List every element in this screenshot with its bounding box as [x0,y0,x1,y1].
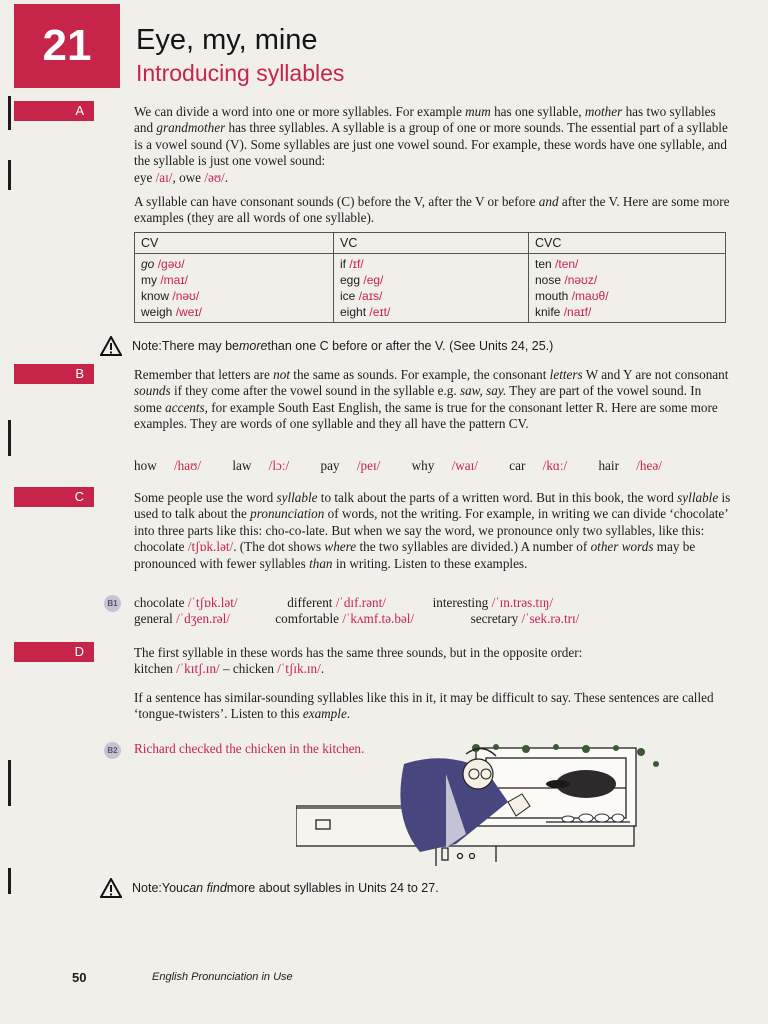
warning-icon [100,336,122,356]
phonetic-transcription: /ˈtʃɪk.ɪn/ [277,661,321,677]
audio-track-b1 [104,594,121,612]
text: has three syllables. A syllable is a group of one or more sounds. The essential part of a syllable is a vowel sound (V). Some syllables are just one vowel sound. For example, these words have one syllable, and the syllable is just one vowel sound: [134,120,728,169]
phonetic-transcription: /tʃɒk.lət/ [187,539,234,555]
text: The first syllable in these words has the same three sounds, but in the opposite order: [134,645,583,660]
text: There may be [161,339,240,353]
section-a-paragraph-2 [134,194,732,227]
word: different [287,595,333,610]
example-entry [320,458,394,473]
phonetic-transcription: /ˈkɪtʃ.ɪn/ [176,661,220,677]
column-header-cv: CV [135,233,334,254]
phonetic-transcription: /əʊ/ [204,169,225,185]
phonetic-transcription: /nəʊ/ [172,289,200,303]
word: secretary [470,611,519,627]
word: nose [535,273,562,287]
page-title: Eye, my, mine [136,24,318,56]
phonetic-transcription: /ten/ [555,257,579,271]
text: . (The dot shows [233,539,325,555]
emphasis: saw, say. [459,383,507,399]
page-subtitle: Introducing syllables [136,60,345,86]
emphasis: and [538,194,559,209]
section-tab-c: C [14,487,94,507]
example-entry [232,458,303,473]
section-d-paragraph-1 [134,645,732,678]
table-entry [340,304,522,320]
example-entry [471,611,580,626]
text: , [172,169,180,185]
word: chocolate [134,595,185,610]
word: egg [340,273,361,287]
table-entry [141,256,327,272]
cv-example-words [134,458,732,474]
syllable-pattern-table [134,232,726,323]
section-c-paragraph [134,490,732,572]
word: if [340,257,346,271]
table-entry [340,256,522,272]
phonetic-transcription: /ˈdʒen.rəl/ [176,611,230,627]
word: general [134,611,173,627]
table-entry [535,288,719,304]
text: W and Y are not consonant [582,367,729,382]
text: is used to talk about the [134,490,731,522]
text: of words, not the writing. For example, in writing we can divide ‘chocolate’ into three parts like this: cho-co-late. But when we say the word, we pronounce only two syllables, like this: chocolate [134,506,728,555]
word: knife [535,305,561,319]
cvc-cell [529,254,726,323]
phonetic-transcription: /naɪf/ [563,305,592,319]
example-entry [509,458,581,473]
example-word: owe [179,169,202,185]
text: has two syllables and [134,104,716,136]
text: . [346,706,351,722]
book-title: English Pronunciation in Use [152,971,293,983]
page-number: 50 [72,970,87,985]
phonetic-transcription: /kɑː/ [542,458,568,473]
word: how [134,458,157,473]
text: A syllable can have consonant sounds (C) before the V, after the V or before [134,194,539,209]
table-entry [141,304,327,320]
example-entry [287,595,429,611]
section-a-paragraph-1 [134,104,732,186]
emphasis: more [239,339,268,353]
table-entry [141,288,327,304]
example-row [134,595,732,611]
phonetic-transcription: /ɪf/ [349,257,364,271]
text: to talk about the parts of a written word. But in this book, the word [317,490,678,505]
text: We can divide a word into one or more syllables. For example [134,104,466,119]
word: car [509,458,526,473]
phonetic-transcription: /weɪ/ [175,305,202,319]
note-label: Note: [132,881,162,895]
table-entry [535,256,719,272]
word: interesting [432,595,489,610]
text: You [161,881,183,895]
phonetic-transcription: /maʊθ/ [571,289,609,303]
example-entry [134,458,215,473]
emphasis: than [309,555,333,571]
phonetic-transcription: /aɪs/ [358,289,383,303]
word: know [141,289,170,303]
emphasis: syllable [276,490,318,505]
margin-mark [8,160,11,190]
phonetic-transcription: /eɪt/ [369,305,391,319]
phonetic-transcription: /heə/ [636,458,662,473]
example-entry [275,611,467,627]
vc-cell [334,254,529,323]
phonetic-transcription: /ˈdɪf.rənt/ [335,595,386,610]
phonetic-transcription: /lɔː/ [268,458,290,473]
cv-cell [135,254,334,323]
note-more-about-syllables [100,878,439,898]
text: has one syllable, [490,104,585,119]
word: go [141,257,155,271]
audio-cd-icon[interactable]: B2 [104,742,121,759]
phonetic-transcription: /ˈɪn.trəs.tɪŋ/ [491,595,554,610]
table-entry [340,288,522,304]
text: Remember that letters are [134,367,274,382]
word: my [141,273,157,287]
column-header-cvc: CVC [529,233,726,254]
table-row [135,254,726,323]
text: than one C before or after the V. (See Units 24, 25.) [267,339,554,353]
emphasis: not [273,367,290,382]
phonetic-transcription: /maɪ/ [160,273,188,287]
example-word: mother [584,104,623,119]
margin-mark [8,420,11,456]
column-header-vc: VC [334,233,529,254]
text: the two syllables are divided.) A number of [356,539,591,555]
text: . [320,661,325,677]
table-entry [535,272,719,288]
margin-mark [8,868,11,894]
text: – [219,661,233,677]
phonetic-transcription: /gəʊ/ [157,257,185,271]
phonetic-transcription: /aɪ/ [155,169,173,185]
oven-illustration [296,744,716,876]
text: for example South East English, the same is true for the consonant letter R. Here are some more examples. They are words of one syllable and they all have the pattern CV. [134,399,718,432]
emphasis: can find [182,881,227,895]
text: Some people use the word [134,490,277,505]
word: ten [535,257,552,271]
text: They are part of the vowel sound. In some [134,383,702,415]
text: more about syllables in Units 24 to 27. [226,881,439,895]
text: if they come after the vowel sound in the syllable e.g. [170,383,460,399]
example-word: grandmother [156,120,226,136]
phonetic-transcription: /waɪ/ [451,458,478,473]
audio-cd-icon[interactable]: B1 [104,595,121,612]
word: law [232,458,252,473]
phonetic-transcription: /eg/ [363,273,384,287]
emphasis: other words [590,539,654,555]
section-d-paragraph-2 [134,690,732,723]
word: comfortable [275,611,340,627]
margin-mark [8,96,11,130]
example-entry [433,595,553,610]
emphasis: where [324,539,357,555]
word: why [411,458,435,473]
word: pay [320,458,340,473]
example-entry [134,611,272,627]
emphasis: letters [549,367,583,382]
tongue-twister-sentence: Richard checked the chicken in the kitchen. [134,741,365,756]
emphasis: accents, [165,399,208,415]
table-entry [141,272,327,288]
word: mouth [535,289,569,303]
emphasis: syllable [677,490,719,505]
example-row [134,611,732,627]
audio-track-b2 [104,741,121,759]
example-entry [134,595,284,611]
unit-number-box: 21 [14,4,120,88]
warning-icon [100,878,122,898]
table-entry [535,304,719,320]
text: . [224,169,229,185]
emphasis: example [302,706,347,722]
phonetic-transcription: /ˈkʌmf.tə.bəl/ [342,611,415,627]
text: after the V. Here are some more examples (they are all words of one syllable). [134,194,730,226]
phonetic-transcription: /ˈtʃɒk.lət/ [187,595,238,610]
section-tab-b: B [14,364,94,384]
phonetic-transcription: /haʊ/ [174,458,202,473]
word: ice [340,289,356,303]
example-word: eye [134,169,153,185]
reduced-syllable-examples [134,595,732,628]
word: weigh [141,305,173,319]
example-entry [412,458,492,473]
table-entry [340,272,522,288]
text: may be pronounced with fewer syllables [134,539,696,571]
text: If a sentence has similar-sounding syllables like this in it, it may be difficult to say. These sentences are called ‘tongue-twisters’. Listen to this [134,690,714,722]
example-word: kitchen [134,661,173,677]
section-b-paragraph [134,367,732,433]
phonetic-transcription: /nəʊz/ [564,273,598,287]
example-word: chicken [232,661,274,677]
word: eight [340,305,367,319]
text: the same as sounds. For example, the consonant [290,367,550,382]
note-label: Note: [132,339,162,353]
table-header-row [135,233,726,254]
emphasis: pronunciation [250,506,325,522]
emphasis: sounds [134,383,171,399]
section-tab-a: A [14,101,94,121]
note-more-consonants [100,336,553,356]
example-entry [598,458,675,473]
phonetic-transcription: /peɪ/ [356,458,381,473]
margin-mark [8,760,11,806]
example-word: mum [465,104,491,119]
word: hair [598,458,619,473]
text: in writing. Listen to these examples. [332,555,528,571]
phonetic-transcription: /ˈsek.rə.trɪ/ [521,611,580,627]
section-tab-d: D [14,642,94,662]
